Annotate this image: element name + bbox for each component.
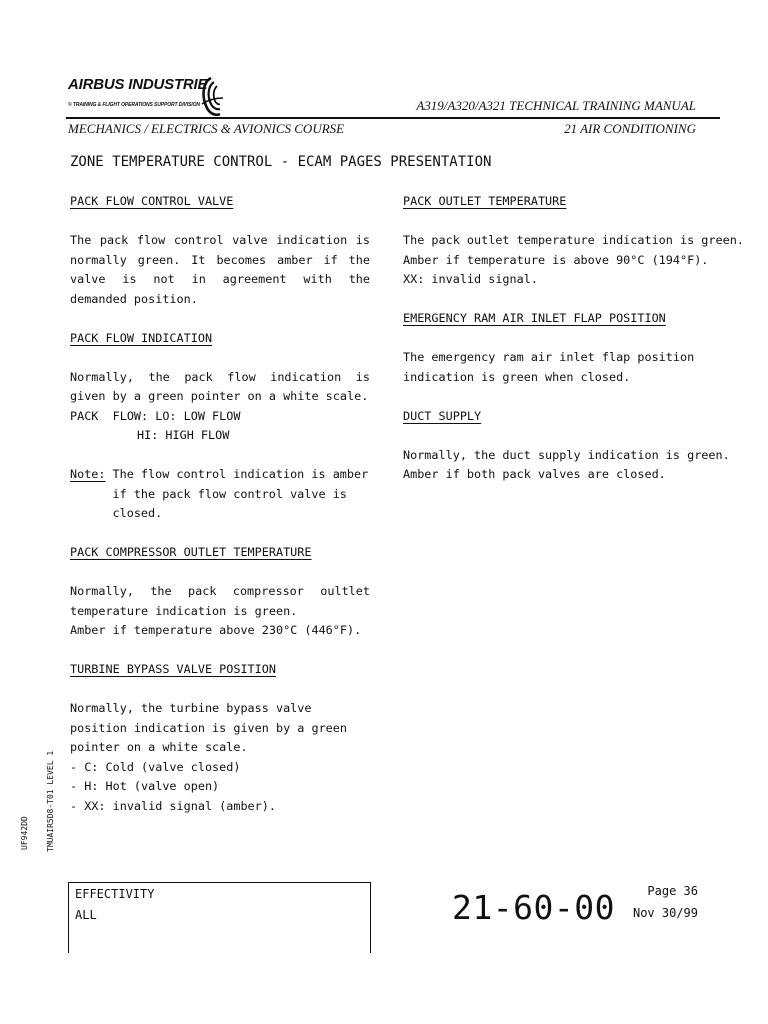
section-heading: TURBINE BYPASS VALVE POSITION [70,662,276,676]
effectivity-label: EFFECTIVITY [75,887,155,901]
flow-line-hi: HI: HIGH FLOW [137,428,230,442]
section-line: Normally, the duct supply indication is green. [403,447,730,462]
right-column [403,192,744,485]
section-turbine-bypass-valve-position [70,660,370,816]
section-emergency-ram-air-inlet-flap-position [403,309,703,387]
section-heading: EMERGENCY RAM AIR INLET FLAP POSITION [403,311,666,325]
airbus-emblem-icon [198,74,224,118]
section-text: Normally, the turbine bypass valve position indication is given by a green pointer on a white scale. [70,701,355,754]
chapter-name: 21 AIR CONDITIONING [564,121,696,136]
section-line: The pack outlet temperature indication is green. [403,233,744,247]
document-number: 21-60-00 [452,888,615,927]
section-text: Normally, the pack compressor oultlet temperature indication is green. [70,584,378,618]
section-text: Normally, the pack flow indication is given by a green pointer on a white scale. [70,369,378,403]
section-pack-flow-indication [70,329,378,524]
revision-date: Nov 30/99 [632,906,698,920]
logo-subtext: © TRAINING & FLIGHT OPERATIONS SUPPORT DIVISION [68,102,200,108]
section-heading: PACK OUTLET TEMPERATURE [403,194,567,208]
note [70,465,376,524]
side-margin-reference: TMUAIR5D8-T01 LEVEL 1 [46,750,55,852]
logo-wordmark: AIRBUS INDUSTRIE [68,76,208,93]
section-pack-compressor-outlet-temperature [70,543,378,641]
side-margin-code: UF942DD [20,816,29,850]
left-column [70,192,378,816]
section-pack-flow-control-valve [70,192,378,309]
manual-title: A319/A320/A321 TECHNICAL TRAINING MANUAL [416,98,696,113]
section-pack-outlet-temperature [403,192,744,290]
note-label: Note: [70,467,106,481]
list-item: - XX: invalid signal (amber). [70,798,276,813]
section-heading: PACK COMPRESSOR OUTLET TEMPERATURE [70,545,312,559]
amber-condition-line: Amber if temperature above 230°C (446°F). [70,623,362,637]
section-heading: DUCT SUPPLY [403,408,482,423]
section-heading: PACK FLOW INDICATION [70,330,213,345]
header-divider [66,117,720,119]
effectivity-value: ALL [75,908,97,922]
section-heading: PACK FLOW CONTROL VALVE [70,194,234,208]
section-line: XX: invalid signal. [403,272,538,286]
effectivity-box [68,882,371,953]
list-item: - C: Cold (valve closed) [70,759,241,774]
section-line: Amber if temperature is above 90°C (194°F). [403,252,709,267]
course-name: MECHANICS / ELECTRICS & AVIONICS COURSE [68,121,345,136]
list-item: - H: Hot (valve open) [70,779,220,793]
flow-line-lo: PACK FLOW: LO: LOW FLOW [70,408,241,423]
section-duct-supply [403,407,730,485]
note-text: The flow control indication is amber if the pack flow control valve is closed. [112,467,376,520]
section-line: Amber if both pack valves are closed. [403,467,666,481]
airbus-logo [68,74,228,118]
section-text: The emergency ram air inlet flap position indication is green when closed. [403,350,702,384]
section-text: The pack flow control valve indication is normally green. It becomes amber if the valve is not in agreement with the demanded position. [70,233,378,306]
page-number: Page 36 [647,884,698,898]
page-title: ZONE TEMPERATURE CONTROL - ECAM PAGES PRESENTATION [70,154,492,170]
